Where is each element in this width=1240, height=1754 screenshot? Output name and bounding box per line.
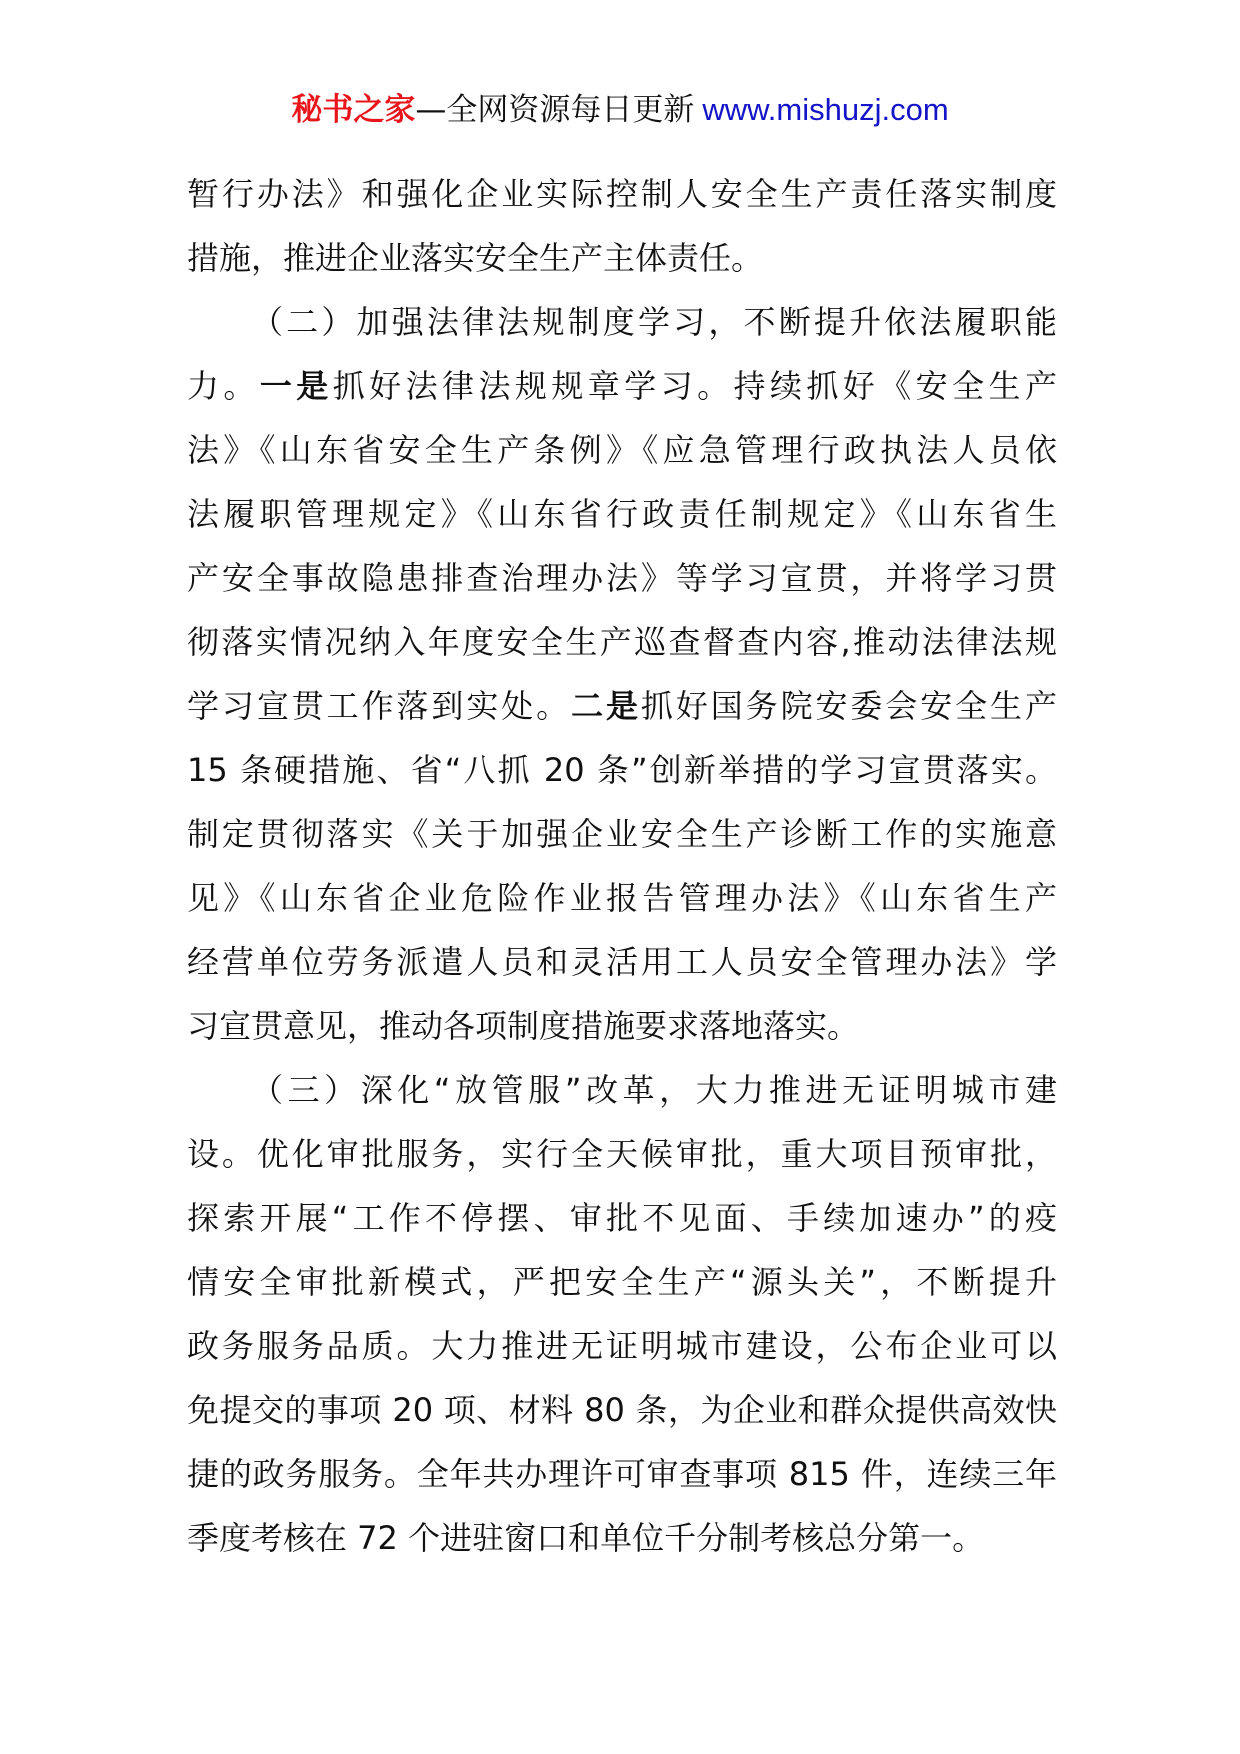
brand-name: 秘书之家 [291,92,416,128]
text-line: 措施，推进企业落实安全生产主体责任。 [187,239,764,277]
text-line: 暂行办法》和强化企业实际控制人安全生产责任落实制度 [187,175,1057,213]
text-line: 15 条硬措施、省“八抓 20 条”创新举措的学习宣贯落实。 [187,751,1057,789]
section-heading-line: （三）深化“放管服”改革，大力推进无证明城市建 [251,1071,1057,1109]
text-line: 法履职管理规定》《山东省行政责任制规定》《山东省生 [187,495,1057,533]
site-header [0,90,1240,130]
text-line: 彻落实情况纳入年度安全生产巡查督查内容,推动法律法规 [187,623,1057,661]
text-line: 习宣贯意见，推动各项制度措施要求落地落实。 [187,1007,860,1045]
emphasis-second: 二是 [571,687,641,725]
text-line: 免提交的事项 20 项、材料 80 条，为企业和群众提供高效快 [187,1391,1057,1429]
text-line: 捷的政务服务。全年共办理许可审查事项 815 件，连续三年 [187,1455,1057,1493]
text-line: 见》《山东省企业危险作业报告管理办法》《山东省生产 [187,879,1057,917]
document-body [187,162,1057,1570]
text-line: 产安全事故隐患排查治理办法》等学习宣贯，并将学习贯 [187,559,1057,597]
section-heading-line: （二）加强法律法规制度学习，不断提升依法履职能 [251,303,1057,341]
text-line: 政务服务品质。大力推进无证明城市建设，公布企业可以 [187,1327,1057,1365]
text-line: 情安全审批新模式，严把安全生产“源头关”，不断提升 [187,1263,1057,1301]
header-tagline: —全网资源每日更新 [415,92,695,128]
text-line: 探索开展“工作不停摆、审批不见面、手续加速办”的疫 [187,1199,1057,1237]
text-line: 经营单位劳务派遣人员和灵活用工人员安全管理办法》学 [187,943,1057,981]
text-line: 季度考核在 72 个进驻窗口和单位千分制考核总分第一。 [187,1519,985,1557]
text-line: 设。优化审批服务，实行全天候审批，重大项目预审批， [187,1135,1057,1173]
emphasis-first: 一是 [259,367,333,405]
text-line: 力。一是抓好法律法规规章学习。持续抓好《安全生产 [187,367,1057,405]
site-url-link[interactable]: www.mishuzj.com [702,92,949,127]
text-line: 学习宣贯工作落到实处。二是抓好国务院安委会安全生产 [187,687,1057,725]
text-line: 制定贯彻落实《关于加强企业安全生产诊断工作的实施意 [187,815,1057,853]
text-line: 法》《山东省安全生产条例》《应急管理行政执法人员依 [187,431,1057,469]
